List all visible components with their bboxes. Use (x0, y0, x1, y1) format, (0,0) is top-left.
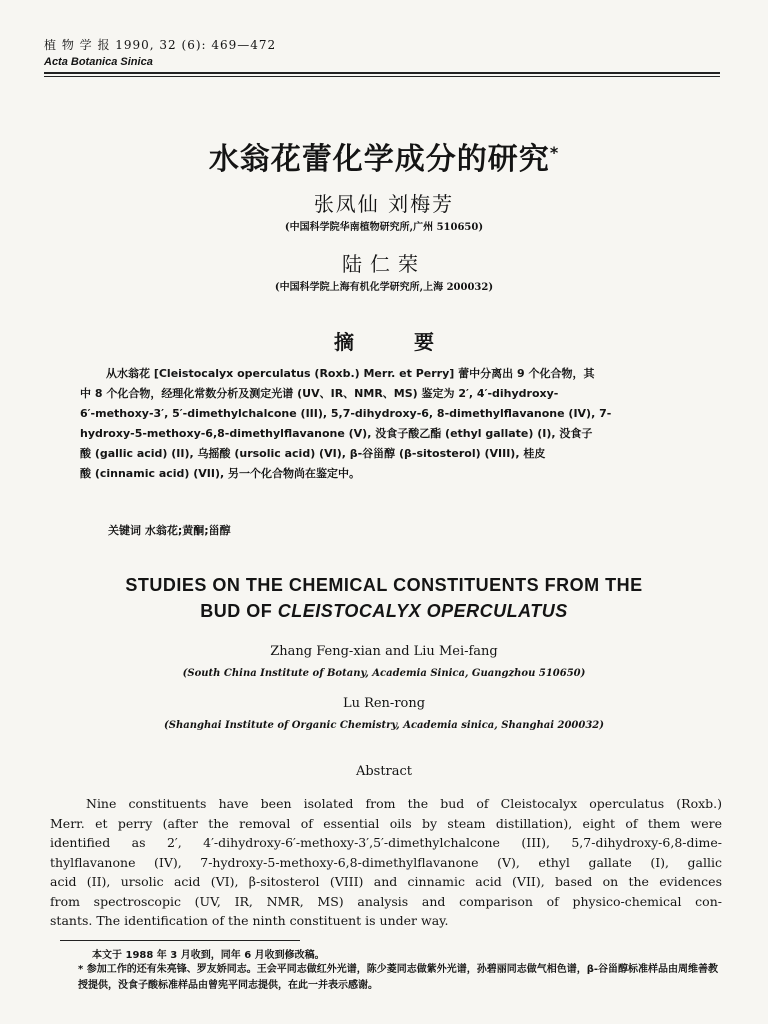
english-abstract (50, 794, 722, 931)
english-authors-2: Lu Ren-rong (342, 696, 426, 711)
chinese-abstract-line: hydroxy-5-methoxy-6,8-dimethylflavanone (V), 没食子酸乙酯 (ethyl gallate) (I), 没食子 (80, 427, 593, 440)
english-abstract-line: Nine constituents have been isolated from the bud of Cleistocalyx operculatus (Roxb.) (86, 796, 722, 811)
received-footnote: 本文于 1988 年 3 月收到，同年 6 月收到修改稿。 (92, 950, 325, 961)
english-abstract-line: acid (II), ursolic acid (VI), β-sitosterol (VIII) and cinnamic acid (VII), based on the evidences (50, 874, 722, 889)
english-abstract-line: Merr. et perry (after the removal of essential oils by steam distillation), eight of them were (50, 815, 722, 831)
chinese-affiliation-2: (中国科学院上海有机化学研究所,上海 200032) (274, 282, 494, 293)
english-abstract-line: from spectroscopic (UV, IR, NMR, MS) analysis and comparison of physico-chemical con- (50, 893, 722, 909)
english-affiliation-1: (South China Institute of Botany, Academia Sinica, Guangzhou 510650) (182, 668, 586, 679)
english-title (0, 572, 768, 624)
acknowledgement-footnote: * 参加工作的还有朱亮锋、罗友娇同志。王会平同志做红外光谱，陈少菱同志做紫外光谱，孙碧丽同志做气相色谱，β-谷甾醇标准样品由周维善教授提供，没食子酸标准样品由曾宪平同志提供，在此一并表示感谢。 (78, 964, 719, 991)
chinese-abstract-line: 酸 (gallic acid) (II), 乌摇酸 (ursolic acid) (VI), β-谷甾醇 (β-sitosterol) (VIII), 桂皮 (80, 447, 546, 460)
english-abstract-line: stants. The identification of the ninth constituent is under way. (50, 913, 449, 928)
footnote-rule (60, 940, 300, 941)
english-abstract-line: thylflavanone (IV), 7-hydroxy-5-methoxy-6,8-dimethylflavanone (V), ethyl gallate (I), gallic (50, 854, 722, 870)
english-title-prefix: BUD OF (200, 601, 278, 621)
chinese-abstract-line: 6′-methoxy-3′, 5′-dimethylchalcone (III), 5,7-dihydroxy-6, 8-dimethylflavanone (IV), 7- (80, 407, 612, 420)
english-authors-1: Zhang Feng-xian and Liu Mei-fang (270, 644, 498, 659)
english-title-line-1: STUDIES ON THE CHEMICAL CONSTITUENTS FROM THE (125, 575, 643, 595)
header-rule-thick (44, 72, 720, 74)
journal-citation: 植 物 学 报 1990, 32 (6): 469—472 (44, 38, 277, 52)
chinese-abstract-heading: 摘要 (334, 330, 494, 354)
chinese-title (0, 134, 768, 178)
chinese-title-text: 水翁花蕾化学成分的研究 (208, 142, 550, 177)
english-abstract-heading: Abstract (355, 764, 413, 779)
english-abstract-line: identified as 2′, 4′-dihydroxy-6′-methoxy-3′,5′-dimethylchalcone (III), 5,7-dihydroxy-6,8-dime- (50, 835, 722, 850)
chinese-abstract-line: 从水翁花 [Cleistocalyx operculatus (Roxb.) Merr. et Perry] 蕾中分离出 9 个化合物，其 (106, 367, 595, 380)
english-title-species: CLEISTOCALYX OPERCULATUS (277, 601, 568, 621)
chinese-affiliation-1: (中国科学院华南植物研究所,广州 510650) (284, 222, 484, 233)
journal-name: Acta Botanica Sinica (44, 56, 153, 68)
english-affiliation-2: (Shanghai Institute of Organic Chemistry, Academia sinica, Shanghai 200032) (164, 720, 604, 731)
title-footnote-mark: * (549, 143, 560, 162)
chinese-authors-2: 陆仁荣 (342, 252, 426, 276)
chinese-abstract-line: 中 8 个化合物，经理化常数分析及测定光谱 (UV、IR、NMR、MS) 鉴定为 2′, 4′-dihydroxy- (80, 387, 559, 400)
english-title-line-2 (0, 598, 768, 624)
chinese-abstract (80, 364, 692, 484)
chinese-keywords: 关键词 水翁花;黄酮;甾醇 (108, 524, 231, 537)
header-rule-thin (44, 76, 720, 77)
chinese-authors-1: 张凤仙 刘梅芳 (313, 192, 455, 216)
chinese-abstract-line: 酸 (cinnamic acid) (VII), 另一个化合物尚在鉴定中。 (80, 467, 361, 480)
